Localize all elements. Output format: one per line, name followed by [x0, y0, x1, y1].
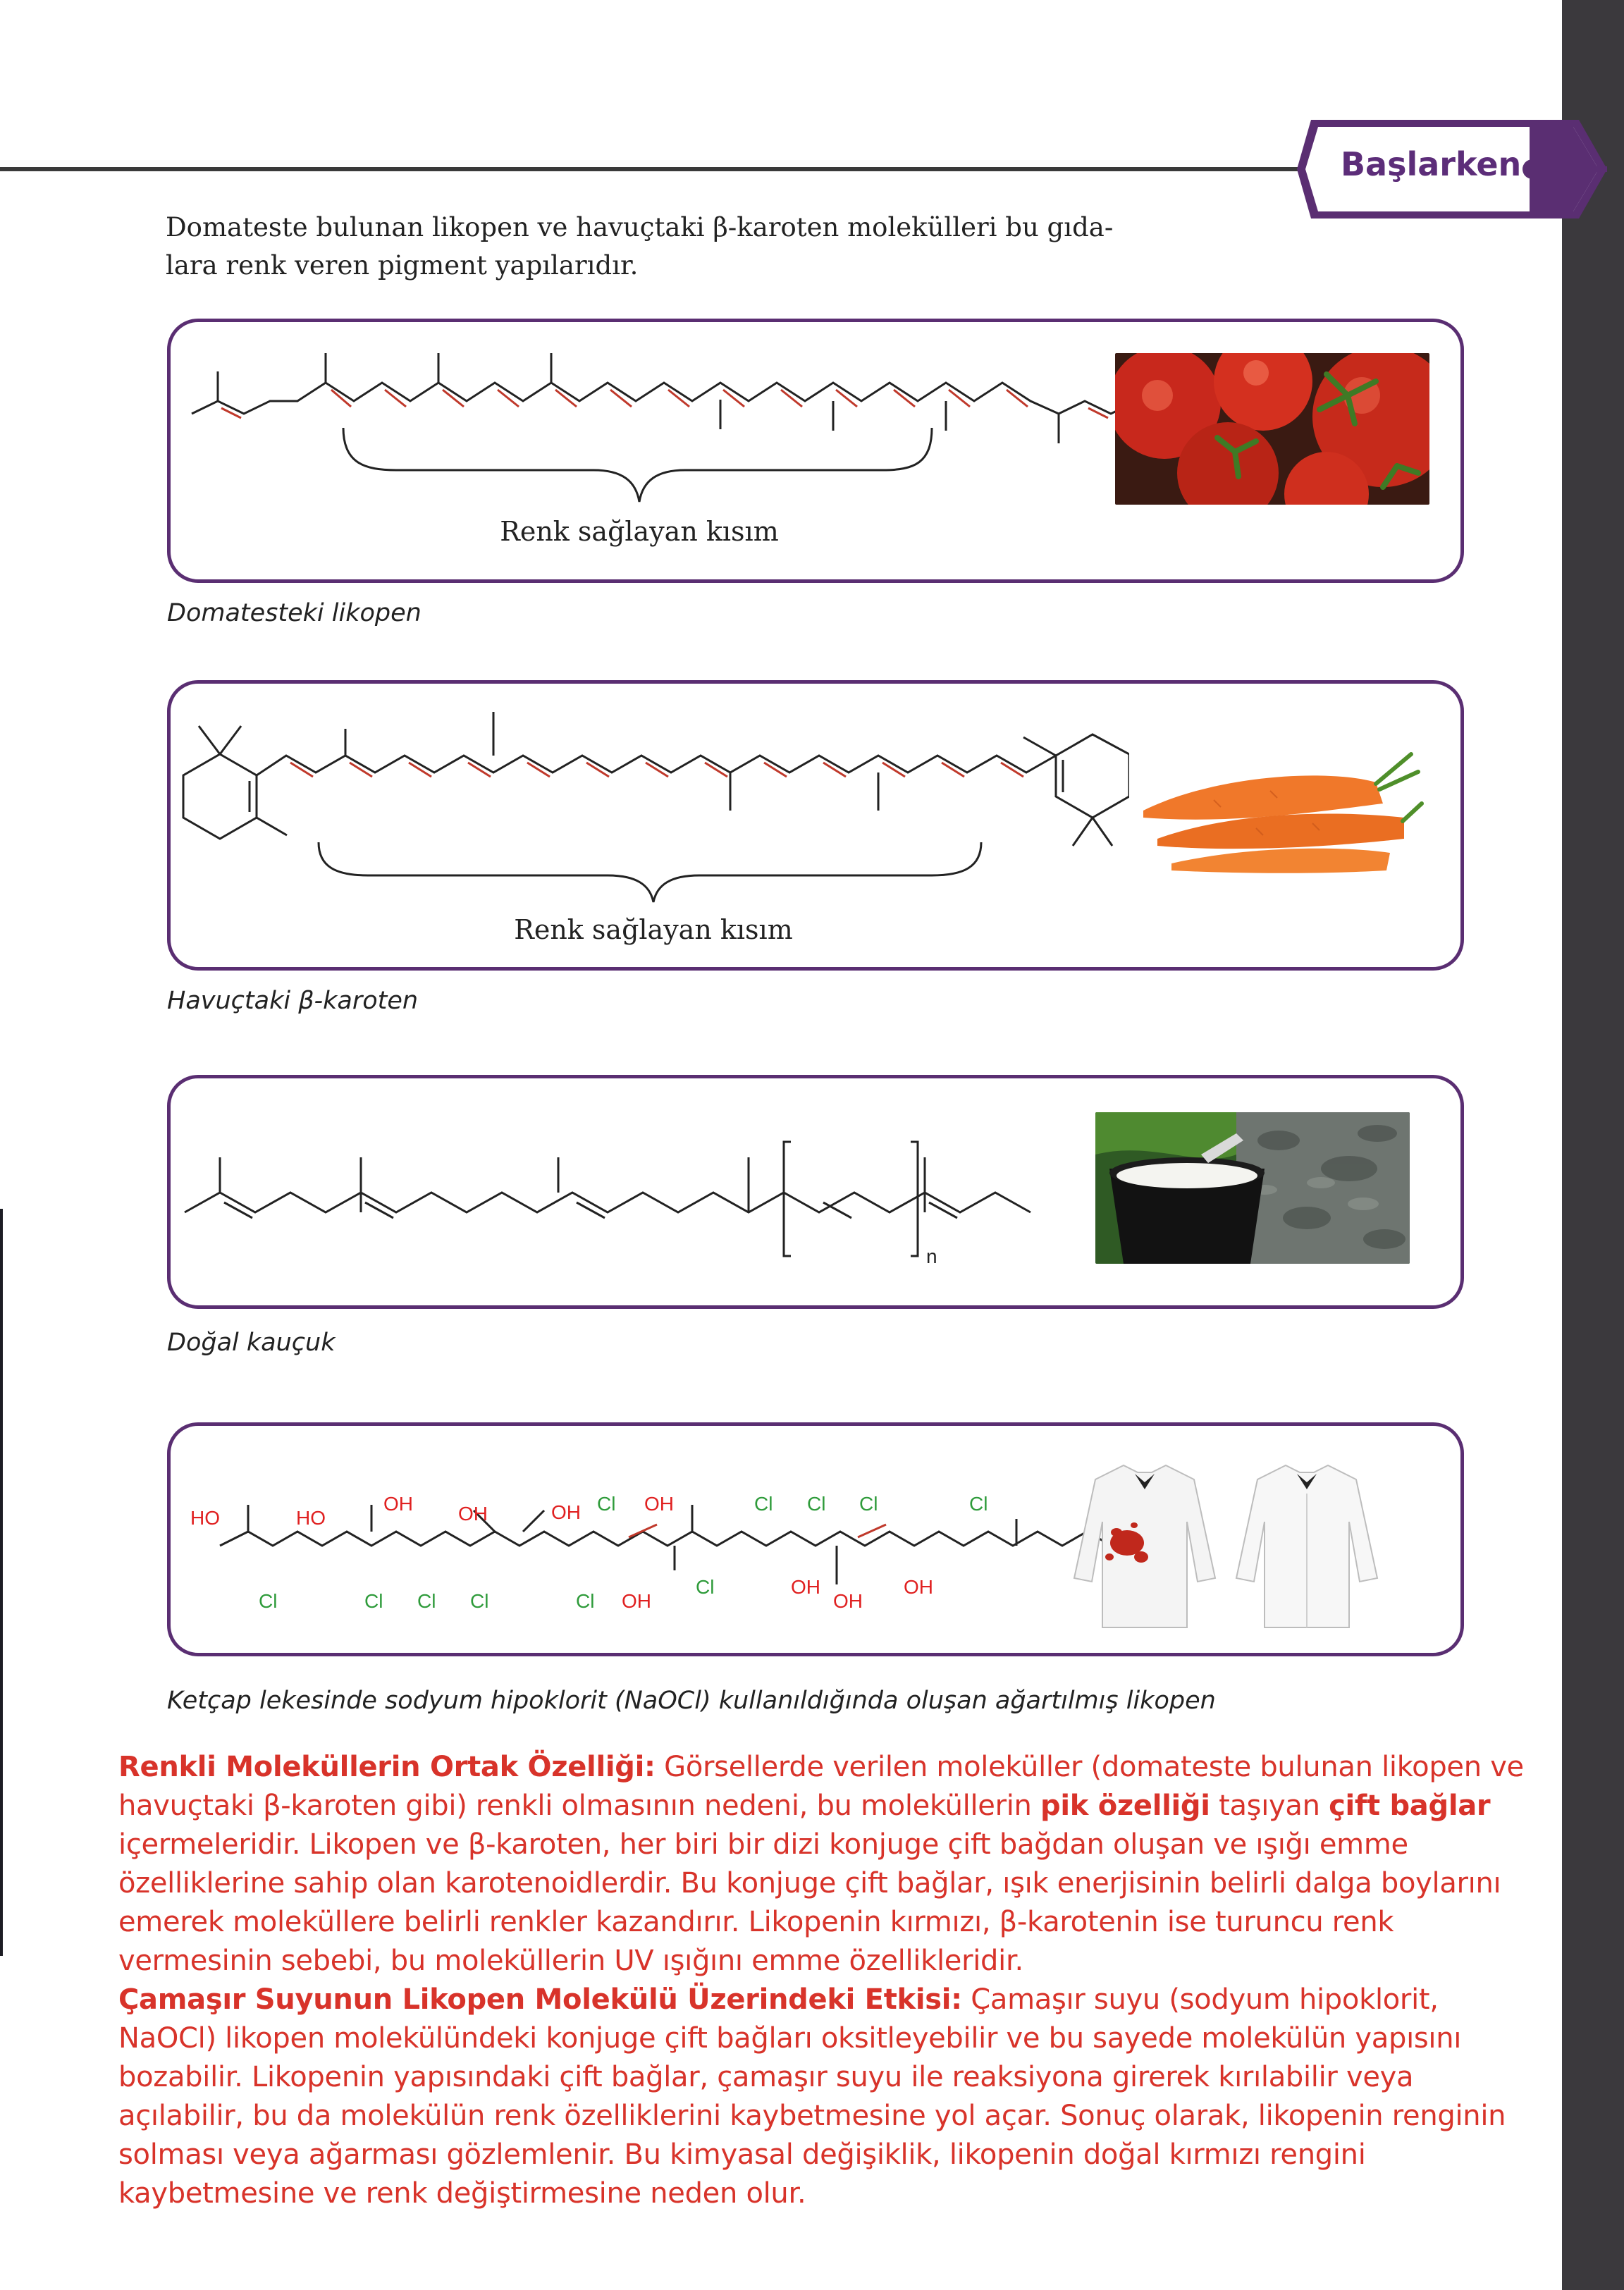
header-rule — [0, 167, 1311, 171]
beta-carotene-caption: Havuçtaki β-karoten — [167, 987, 419, 1015]
cl-group: Cl — [807, 1493, 826, 1515]
bleach-effect-text: Çamaşır suyu (sodyum hipoklorit, NaOCl) likopen molekülündeki konjuge çift bağları oksitleyebilir ve bu sayede molekülün yapısını bozabilir. Likopenin yapısındaki çift bağlar, çamaşır suyu ile reaksiyona girerek kırılabilir veya açılabilir, bu da molekülün renk özelliklerini kaybetmesine yol açar. Sonuç olarak, likopenin renginin solması veya ağarması gözlemlenir. Bu kimyasal değişiklik, likopenin doğal kırmızı rengini kaybetmesine ve renk değiştirmesine neden olur. — [118, 1983, 1506, 2210]
beta-carotene-brace-label: Renk sağlayan kısım — [514, 914, 793, 945]
common-property-bold-2: çift bağlar — [1329, 1790, 1491, 1822]
oh-group: OH — [791, 1576, 820, 1598]
page-edge-sidebar — [1562, 0, 1624, 2290]
cl-group: Cl — [696, 1576, 715, 1598]
tomatoes-photo — [1115, 353, 1429, 505]
cl-group: Cl — [417, 1590, 436, 1612]
cl-group: Cl — [364, 1590, 383, 1612]
cl-group: Cl — [859, 1493, 878, 1515]
common-property-text-b: taşıyan — [1210, 1790, 1329, 1822]
ho-group: HO — [296, 1507, 326, 1529]
lycopene-panel — [167, 319, 1464, 583]
ho-group: HO — [190, 1507, 220, 1529]
cl-group: Cl — [259, 1590, 278, 1612]
natural-rubber-caption: Doğal kauçuk — [167, 1329, 336, 1357]
intro-line-2: lara renk veren pigment yapılarıdır. — [166, 250, 639, 281]
cl-group: Cl — [576, 1590, 595, 1612]
oh-group: OH — [833, 1590, 863, 1612]
beta-carotene-brace — [319, 842, 981, 902]
oh-group: OH — [551, 1501, 581, 1523]
common-property-bold-1: pik özelliği — [1040, 1790, 1210, 1822]
intro-line-1: Domateste bulunan likopen ve havuçtaki β-karoten molekülleri bu gıda- — [166, 212, 1114, 242]
section-tag-label: Başlarken — [1341, 145, 1522, 183]
stained-shirt — [1074, 1465, 1215, 1627]
oh-group: OH — [904, 1576, 933, 1598]
repeat-unit-n: n — [926, 1245, 937, 1267]
bleached-lycopene-caption: Ketçap lekesinde sodyum hipoklorit (NaOCl) kullanıldığında oluşan ağartılmış likopen — [167, 1687, 1216, 1715]
bleached-lycopene-panel — [167, 1422, 1464, 1656]
cl-group: Cl — [470, 1590, 489, 1612]
rubber-tree-latex-photo — [1095, 1112, 1410, 1264]
intro-paragraph — [166, 209, 1223, 285]
oh-group: OH — [622, 1590, 651, 1612]
oh-group: OH — [383, 1493, 413, 1515]
cl-group: Cl — [754, 1493, 773, 1515]
common-property-text-c: içermeleridir. Likopen ve β-karoten, her biri bir dizi konjuge çift bağdan oluşan ve ışığı emme özelliklerine sahip olan karotenoidlerdir. Bu konjuge çift bağlar, ışık enerjisinin belirli dalga boylarını emerek moleküllere belirli renkler kazandırır. Likopenin kırmızı, β-karotenin ise turuncu renk vermesinin sebebi, bu moleküllerin UV ışığını emme özellikleridir. — [118, 1828, 1501, 1977]
oh-group: OH — [644, 1493, 674, 1515]
lycopene-brace-label: Renk sağlayan kısım — [500, 516, 779, 547]
natural-rubber-panel — [167, 1075, 1464, 1309]
cl-group: Cl — [597, 1493, 616, 1515]
oh-group: OH — [458, 1503, 488, 1525]
carrots-photo — [1129, 733, 1425, 874]
bleach-effect-title: Çamaşır Suyunun Likopen Molekülü Üzerindeki Etkisi: — [118, 1983, 962, 2016]
explanation-text — [118, 1748, 1535, 2213]
cl-group: Cl — [969, 1493, 988, 1515]
left-edge-strip — [0, 1209, 3, 1956]
beta-carotene-panel — [167, 680, 1464, 971]
stained-and-clean-shirts — [1067, 1451, 1398, 1635]
lycopene-caption: Domatesteki likopen — [167, 599, 422, 627]
common-property-title: Renkli Moleküllerin Ortak Özelliği: — [118, 1751, 656, 1783]
common-property-text-a: Görsellerde verilen moleküller (domateste bulunan likopen ve havuçtaki β-karoten gibi) renkli olmasının nedeni, bu moleküllerin — [118, 1751, 1524, 1822]
lycopene-brace — [343, 428, 932, 502]
